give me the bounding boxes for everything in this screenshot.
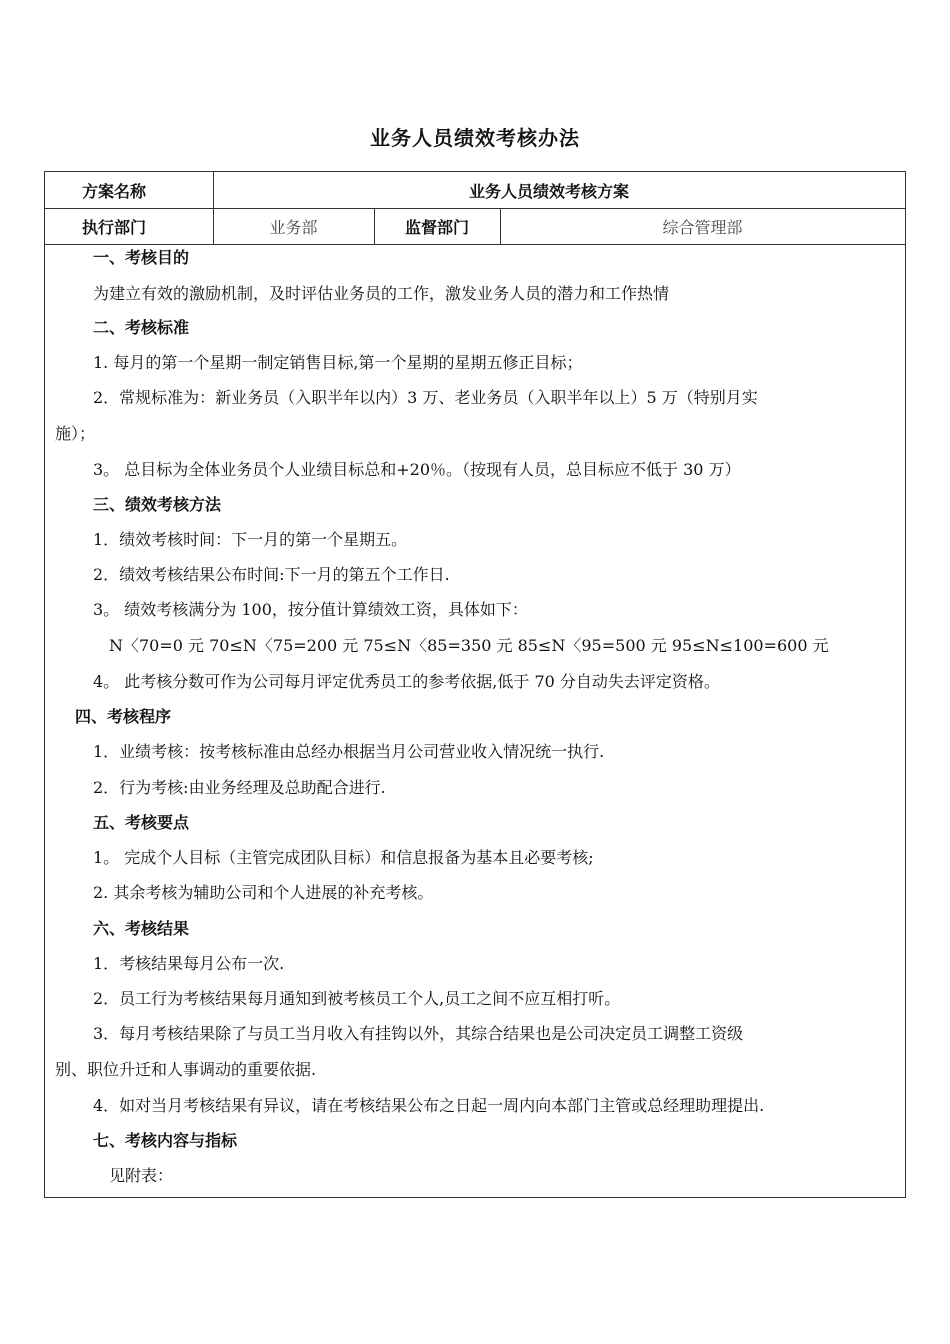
paragraph: 2．员工行为考核结果每月通知到被考核员工个人,员工之间不应互相打听。 bbox=[93, 989, 621, 1008]
paragraph: 施）； bbox=[55, 424, 96, 443]
section-heading: 五、考核要点 bbox=[93, 813, 190, 832]
section-heading: 四、考核程序 bbox=[75, 707, 172, 726]
exec-dept-label: 执行部门 bbox=[81, 217, 146, 237]
paragraph: 3．每月考核结果除了与员工当月收入有挂钩以外，其综合结果也是公司决定员工调整工资级 bbox=[93, 1024, 744, 1043]
table-divider bbox=[45, 244, 905, 245]
paragraph: 1。 完成个人目标（主管完成团队目标）和信息报备为基本且必要考核; bbox=[93, 848, 594, 867]
section-heading: 六、考核结果 bbox=[93, 919, 190, 938]
paragraph: 1．业绩考核：按考核标准由总经办根据当月公司营业收入情况统一执行. bbox=[93, 742, 605, 761]
paragraph: 为建立有效的激励机制，及时评估业务员的工作，激发业务人员的潜力和工作热情 bbox=[93, 284, 670, 303]
supervise-dept-label: 监督部门 bbox=[404, 217, 469, 237]
paragraph: 3。 总目标为全体业务员个人业绩目标总和+20％。（按现有人员，总目标应不低于 30 万） bbox=[93, 460, 741, 479]
paragraph: 1. 每月的第一个星期一制定销售目标,第一个星期的星期五修正目标； bbox=[93, 353, 583, 372]
paragraph: 2．常规标准为：新业务员（入职半年以内）3 万、老业务员（入职半年以上）5 万（特别月实 bbox=[93, 388, 758, 407]
scheme-name-value: 业务人员绩效考核方案 bbox=[468, 181, 629, 201]
paragraph: 3。 绩效考核满分为 100，按分值计算绩效工资，具体如下： bbox=[93, 600, 528, 619]
section-heading: 一、考核目的 bbox=[93, 248, 190, 267]
paragraph: 4。 此考核分数可作为公司每月评定优秀员工的参考依据,低于 70 分自动失去评定资格。 bbox=[93, 672, 720, 691]
exec-dept-value: 业务部 bbox=[269, 217, 318, 237]
section-heading: 二、考核标准 bbox=[93, 318, 190, 337]
paragraph: 别、职位升迁和人事调动的重要依据. bbox=[55, 1060, 317, 1079]
paragraph: 2. 其余考核为辅助公司和个人进展的补充考核。 bbox=[93, 883, 434, 902]
section-heading: 七、考核内容与指标 bbox=[93, 1131, 238, 1150]
document-title: 业务人员绩效考核办法 bbox=[370, 126, 580, 150]
supervise-dept-value: 综合管理部 bbox=[662, 217, 743, 237]
paragraph: 见附表： bbox=[109, 1166, 174, 1185]
salary-scale: N〈70=0 元 70≤N〈75=200 元 75≤N〈85=350 元 85≤N〈95=500 元 95≤N≤100=600 元 bbox=[109, 636, 829, 655]
scheme-name-label: 方案名称 bbox=[81, 181, 146, 201]
paragraph: 1．考核结果每月公布一次. bbox=[93, 954, 285, 973]
paragraph: 2．行为考核:由业务经理及总助配合进行. bbox=[93, 778, 386, 797]
section-heading: 三、绩效考核方法 bbox=[93, 495, 222, 514]
document-frame bbox=[44, 171, 906, 1198]
paragraph: 4．如对当月考核结果有异议，请在考核结果公布之日起一周内向本部门主管或总经理助理提出. bbox=[93, 1096, 765, 1115]
paragraph: 2．绩效考核结果公布时间:下一月的第五个工作日. bbox=[93, 565, 450, 584]
paragraph: 1．绩效考核时间：下一月的第一个星期五。 bbox=[93, 530, 408, 549]
